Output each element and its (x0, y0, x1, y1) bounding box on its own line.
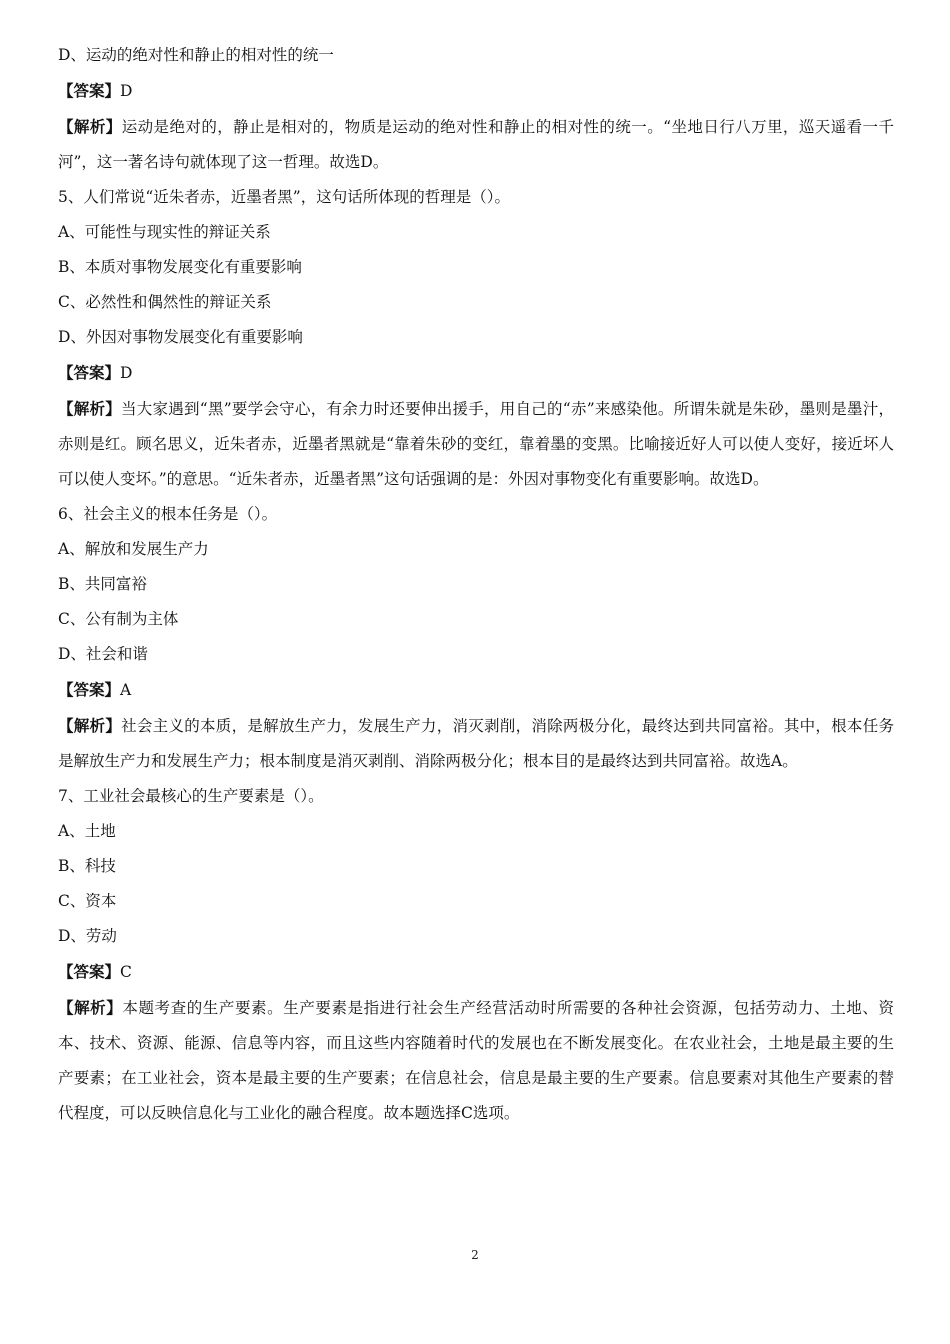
q5-option-c: C、必然性和偶然性的辩证关系 (58, 293, 272, 311)
answer-value: A (120, 681, 132, 699)
analysis-text: 当大家遇到“黑”要学会守心，有余力时还要伸出援手，用自己的“赤”来感染他。所谓朱就是朱砂，墨则是墨汁，赤则是红。顾名思义，近朱者赤，近墨者黑就是“靠着朱砂的变红，靠着墨的变黑。比喻接近好人可以使人变好，接近坏人可以使人变坏。”的意思。“近朱者赤，近墨者黑”这句话强调的是：外因对事物变化有重要影响。故选D。 (58, 400, 894, 488)
q5-option-d: D、外因对事物发展变化有重要影响 (58, 328, 303, 346)
page-number: 2 (471, 1248, 479, 1262)
q4-option-d: D、运动的绝对性和静止的相对性的统一 (58, 46, 334, 64)
document-page (58, 38, 894, 1131)
analysis-tag: 【解析】 (58, 998, 123, 1017)
q6-option-a: A、解放和发展生产力 (58, 540, 209, 558)
q7-option-b: B、科技 (58, 857, 116, 875)
q7-stem: 7、工业社会最核心的生产要素是（）。 (58, 787, 324, 805)
q7-answer (58, 954, 894, 990)
q6-answer (58, 672, 894, 708)
q5-option-b: B、本质对事物发展变化有重要影响 (58, 258, 302, 276)
q6-option-b: B、共同富裕 (58, 575, 147, 593)
answer-value: D (120, 82, 133, 100)
answer-value: C (120, 963, 132, 981)
q7-analysis (58, 990, 894, 1131)
q7-option-c: C、资本 (58, 892, 117, 910)
analysis-text: 本题考查的生产要素。生产要素是指进行社会生产经营活动时所需要的各种社会资源，包括劳动力、土地、资本、技术、资源、能源、信息等内容，而且这些内容随着时代的发展也在不断发展变化。在农业社会，土地是最主要的生产要素；在工业社会，资本是最主要的生产要素；在信息社会，信息是最主要的生产要素。信息要素对其他生产要素的替代程度，可以反映信息化与工业化的融合程度。故本题选择C选项。 (58, 999, 894, 1122)
q5-analysis (58, 391, 894, 497)
q6-stem: 6、社会主义的根本任务是（）。 (58, 505, 278, 523)
q4-answer (58, 73, 894, 109)
answer-tag: 【答案】 (58, 81, 121, 100)
answer-tag: 【答案】 (58, 962, 121, 981)
q4-analysis (58, 109, 894, 180)
answer-tag: 【答案】 (58, 680, 121, 699)
analysis-text: 社会主义的本质，是解放生产力，发展生产力，消灭剥削，消除两极分化，最终达到共同富裕。其中，根本任务是解放生产力和发展生产力；根本制度是消灭剥削、消除两极分化；根本目的是最终达到共同富裕。故选A。 (58, 717, 894, 770)
q5-stem: 5、人们常说“近朱者赤，近墨者黑”，这句话所体现的哲理是（）。 (58, 188, 510, 206)
q6-analysis (58, 708, 894, 779)
analysis-tag: 【解析】 (58, 117, 122, 136)
q7-option-a: A、土地 (58, 822, 116, 840)
analysis-tag: 【解析】 (58, 399, 122, 418)
q7-option-d: D、劳动 (58, 927, 117, 945)
analysis-text: 运动是绝对的，静止是相对的，物质是运动的绝对性和静止的相对性的统一。“坐地日行八万里，巡天遥看一千河”，这一著名诗句就体现了这一哲理。故选D。 (58, 118, 894, 171)
q6-option-c: C、公有制为主体 (58, 610, 179, 628)
analysis-tag: 【解析】 (58, 716, 122, 735)
q5-answer (58, 355, 894, 391)
answer-value: D (120, 364, 133, 382)
q6-option-d: D、社会和谐 (58, 645, 148, 663)
answer-tag: 【答案】 (58, 363, 121, 382)
q5-option-a: A、可能性与现实性的辩证关系 (58, 223, 271, 241)
